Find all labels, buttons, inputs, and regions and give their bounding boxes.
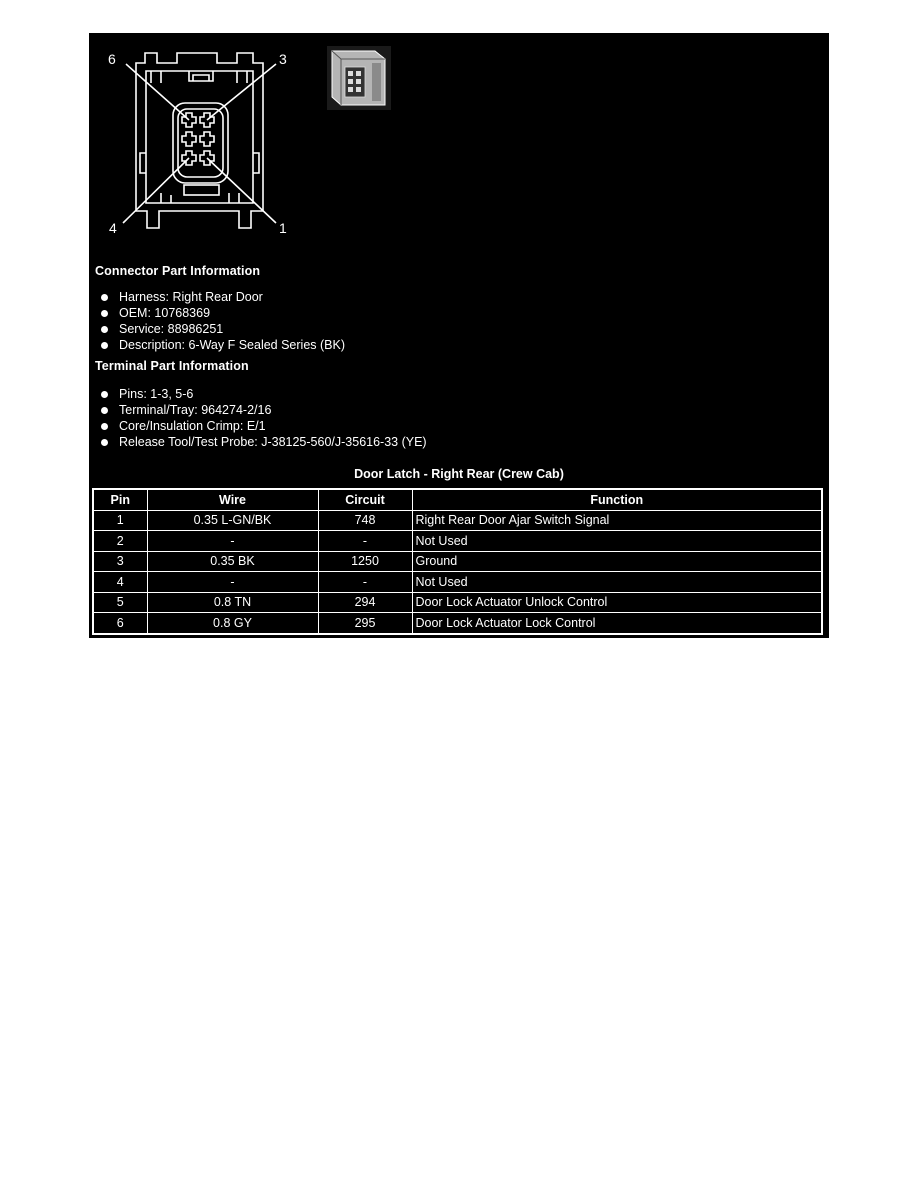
cell-circuit: 295 (318, 613, 412, 634)
list-item: Pins: 1-3, 5-6 (101, 386, 427, 402)
cell-function: Door Lock Actuator Unlock Control (412, 592, 822, 613)
connector-perspective-view (327, 46, 391, 110)
cell-function: Not Used (412, 531, 822, 552)
cell-function: Right Rear Door Ajar Switch Signal (412, 510, 822, 531)
header-circuit: Circuit (318, 489, 412, 510)
cell-circuit: 294 (318, 592, 412, 613)
table-row (93, 613, 822, 634)
callout-4: 4 (109, 220, 117, 236)
connector-info-heading: Connector Part Information (95, 264, 261, 278)
bullet-icon (101, 423, 108, 430)
list-item: Core/Insulation Crimp: E/1 (101, 418, 427, 434)
list-item: OEM: 10768369 (101, 305, 345, 321)
cell-pin: 3 (93, 551, 147, 572)
bullet-icon (101, 310, 108, 317)
bullet-icon (101, 294, 108, 301)
cell-pin: 2 (93, 531, 147, 552)
cell-wire: - (147, 531, 318, 552)
connector-face-diagram (89, 33, 829, 263)
header-pin: Pin (93, 489, 147, 510)
table-row (93, 592, 822, 613)
header-function: Function (412, 489, 822, 510)
cell-circuit: - (318, 572, 412, 593)
header-wire: Wire (147, 489, 318, 510)
list-item: Harness: Right Rear Door (101, 289, 345, 305)
bullet-icon (101, 439, 108, 446)
table-row (93, 510, 822, 531)
terminal-info-list (101, 386, 427, 450)
cell-wire: 0.8 TN (147, 592, 318, 613)
table-header-row (93, 489, 822, 510)
connector-panel (89, 33, 829, 638)
cell-pin: 4 (93, 572, 147, 593)
cell-wire: - (147, 572, 318, 593)
bullet-icon (101, 342, 108, 349)
callout-3: 3 (279, 51, 287, 67)
table-row (93, 572, 822, 593)
cell-circuit: 748 (318, 510, 412, 531)
bullet-icon (101, 391, 108, 398)
cell-pin: 6 (93, 613, 147, 634)
cell-wire: 0.8 GY (147, 613, 318, 634)
terminal-info-heading: Terminal Part Information (95, 359, 249, 373)
cell-function: Ground (412, 551, 822, 572)
cell-circuit: 1250 (318, 551, 412, 572)
list-item: Description: 6-Way F Sealed Series (BK) (101, 337, 345, 353)
list-item: Release Tool/Test Probe: J-38125-560/J-35616-33 (YE) (101, 434, 427, 450)
cell-function: Not Used (412, 572, 822, 593)
cell-wire: 0.35 L-GN/BK (147, 510, 318, 531)
list-item: Service: 88986251 (101, 321, 345, 337)
cell-wire: 0.35 BK (147, 551, 318, 572)
cell-function: Door Lock Actuator Lock Control (412, 613, 822, 634)
callout-1: 1 (279, 220, 287, 236)
table-row (93, 551, 822, 572)
cell-pin: 5 (93, 592, 147, 613)
connector-info-list (101, 289, 345, 353)
cell-pin: 1 (93, 510, 147, 531)
cell-circuit: - (318, 531, 412, 552)
bullet-icon (101, 326, 108, 333)
pin-table-title: Door Latch - Right Rear (Crew Cab) (354, 467, 564, 481)
pin-table (92, 488, 823, 635)
table-row (93, 531, 822, 552)
callout-6: 6 (108, 51, 116, 67)
list-item: Terminal/Tray: 964274-2/16 (101, 402, 427, 418)
bullet-icon (101, 407, 108, 414)
